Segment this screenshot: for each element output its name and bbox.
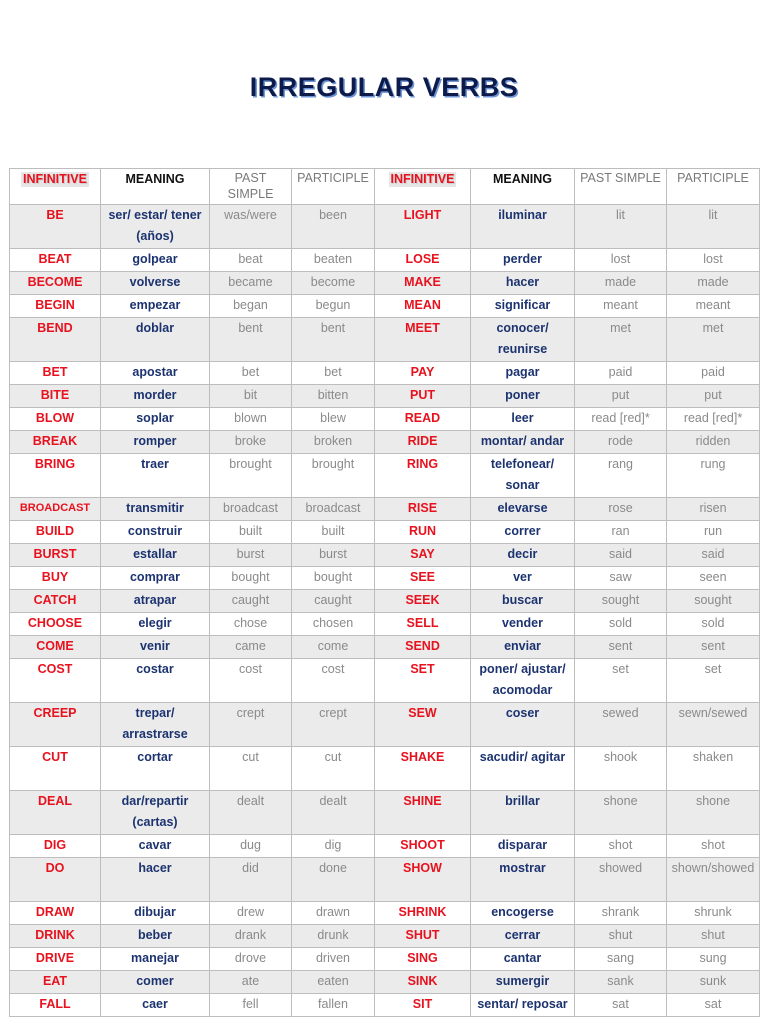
- meaning-cell: coser: [471, 703, 575, 747]
- infinitive-cell: SINK: [375, 971, 471, 994]
- participle-cell: brought: [292, 454, 375, 498]
- meaning-cell: dibujar: [101, 902, 210, 925]
- infinitive-cell: PUT: [375, 385, 471, 408]
- infinitive-cell: SHUT: [375, 925, 471, 948]
- infinitive-cell: RUN: [375, 521, 471, 544]
- past-simple-cell: set: [575, 659, 667, 703]
- past-simple-cell: meant: [575, 295, 667, 318]
- meaning-cell: traer: [101, 454, 210, 498]
- infinitive-cell: BRING: [10, 454, 101, 498]
- infinitive-cell: SHRINK: [375, 902, 471, 925]
- infinitive-cell: DO: [10, 858, 101, 902]
- participle-cell: lit: [667, 205, 760, 249]
- meaning-cell: poner/ ajustar/ acomodar: [471, 659, 575, 703]
- past-simple-cell: shut: [575, 925, 667, 948]
- meaning-cell: encogerse: [471, 902, 575, 925]
- meaning-cell: hacer: [101, 858, 210, 902]
- infinitive-cell: LIGHT: [375, 205, 471, 249]
- header-participle: PARTICIPLE: [292, 169, 375, 205]
- participle-cell: sunk: [667, 971, 760, 994]
- participle-cell: seen: [667, 567, 760, 590]
- infinitive-cell: RISE: [375, 498, 471, 521]
- past-simple-cell: sat: [575, 994, 667, 1017]
- irregular-verbs-table: [9, 168, 760, 1017]
- past-simple-cell: was/were: [210, 205, 292, 249]
- table-row: [10, 544, 760, 567]
- past-simple-cell: ate: [210, 971, 292, 994]
- participle-cell: bet: [292, 362, 375, 385]
- past-simple-cell: burst: [210, 544, 292, 567]
- table-row: [10, 703, 760, 747]
- infinitive-cell: COST: [10, 659, 101, 703]
- infinitive-cell: BET: [10, 362, 101, 385]
- past-simple-cell: shot: [575, 835, 667, 858]
- meaning-cell: construir: [101, 521, 210, 544]
- table-row: [10, 925, 760, 948]
- past-simple-cell: put: [575, 385, 667, 408]
- infinitive-cell: SELL: [375, 613, 471, 636]
- infinitive-cell: SHAKE: [375, 747, 471, 791]
- past-simple-cell: cost: [210, 659, 292, 703]
- participle-cell: beaten: [292, 249, 375, 272]
- meaning-cell: buscar: [471, 590, 575, 613]
- participle-cell: lost: [667, 249, 760, 272]
- meaning-cell: romper: [101, 431, 210, 454]
- past-simple-cell: bet: [210, 362, 292, 385]
- meaning-cell: elevarse: [471, 498, 575, 521]
- meaning-cell: soplar: [101, 408, 210, 431]
- infinitive-cell: DEAL: [10, 791, 101, 835]
- participle-cell: sewn/sewed: [667, 703, 760, 747]
- meaning-cell: beber: [101, 925, 210, 948]
- infinitive-cell: SET: [375, 659, 471, 703]
- participle-cell: begun: [292, 295, 375, 318]
- infinitive-cell: LOSE: [375, 249, 471, 272]
- past-simple-cell: showed: [575, 858, 667, 902]
- table-row: [10, 431, 760, 454]
- header-meaning: MEANING: [492, 172, 553, 186]
- infinitive-cell: DRAW: [10, 902, 101, 925]
- table-row: [10, 408, 760, 431]
- participle-cell: shut: [667, 925, 760, 948]
- past-simple-cell: shook: [575, 747, 667, 791]
- participle-cell: put: [667, 385, 760, 408]
- infinitive-cell: BUILD: [10, 521, 101, 544]
- infinitive-cell: BE: [10, 205, 101, 249]
- table-row: [10, 858, 760, 902]
- table-row: [10, 948, 760, 971]
- participle-cell: set: [667, 659, 760, 703]
- meaning-cell: conocer/ reunirse: [471, 318, 575, 362]
- past-simple-cell: lit: [575, 205, 667, 249]
- infinitive-cell: SHOW: [375, 858, 471, 902]
- meaning-cell: iluminar: [471, 205, 575, 249]
- table-header-row: [10, 169, 760, 205]
- infinitive-cell: RING: [375, 454, 471, 498]
- participle-cell: sung: [667, 948, 760, 971]
- infinitive-cell: SEND: [375, 636, 471, 659]
- past-simple-cell: came: [210, 636, 292, 659]
- table-row: [10, 362, 760, 385]
- infinitive-cell: DIG: [10, 835, 101, 858]
- infinitive-cell: DRINK: [10, 925, 101, 948]
- table-row: [10, 791, 760, 835]
- infinitive-cell: CATCH: [10, 590, 101, 613]
- past-simple-cell: rode: [575, 431, 667, 454]
- past-simple-cell: drew: [210, 902, 292, 925]
- infinitive-cell: MEAN: [375, 295, 471, 318]
- meaning-cell: transmitir: [101, 498, 210, 521]
- past-simple-cell: dug: [210, 835, 292, 858]
- participle-cell: rung: [667, 454, 760, 498]
- participle-cell: met: [667, 318, 760, 362]
- participle-cell: built: [292, 521, 375, 544]
- meaning-cell: manejar: [101, 948, 210, 971]
- participle-cell: bitten: [292, 385, 375, 408]
- infinitive-cell: SAY: [375, 544, 471, 567]
- participle-cell: read [red]*: [667, 408, 760, 431]
- infinitive-cell: CREEP: [10, 703, 101, 747]
- header-past-simple: PAST SIMPLE: [210, 169, 292, 205]
- infinitive-cell: SEW: [375, 703, 471, 747]
- meaning-cell: volverse: [101, 272, 210, 295]
- participle-cell: shone: [667, 791, 760, 835]
- header-past-simple: PAST SIMPLE: [575, 169, 667, 205]
- meaning-cell: sacudir/ agitar: [471, 747, 575, 791]
- header-participle: PARTICIPLE: [667, 169, 760, 205]
- meaning-cell: morder: [101, 385, 210, 408]
- infinitive-cell: PAY: [375, 362, 471, 385]
- meaning-cell: atrapar: [101, 590, 210, 613]
- meaning-cell: telefonear/ sonar: [471, 454, 575, 498]
- header-cell: [471, 169, 575, 205]
- infinitive-cell: BUY: [10, 567, 101, 590]
- infinitive-cell: SEE: [375, 567, 471, 590]
- participle-cell: sold: [667, 613, 760, 636]
- meaning-cell: sumergir: [471, 971, 575, 994]
- infinitive-cell: MEET: [375, 318, 471, 362]
- past-simple-cell: rang: [575, 454, 667, 498]
- past-simple-cell: broke: [210, 431, 292, 454]
- table-row: [10, 454, 760, 498]
- infinitive-cell: BECOME: [10, 272, 101, 295]
- past-simple-cell: sent: [575, 636, 667, 659]
- meaning-cell: mostrar: [471, 858, 575, 902]
- meaning-cell: cantar: [471, 948, 575, 971]
- header-infinitive: INFINITIVE: [390, 172, 455, 186]
- infinitive-cell: RIDE: [375, 431, 471, 454]
- participle-cell: dig: [292, 835, 375, 858]
- meaning-cell: montar/ andar: [471, 431, 575, 454]
- past-simple-cell: drank: [210, 925, 292, 948]
- past-simple-cell: did: [210, 858, 292, 902]
- meaning-cell: empezar: [101, 295, 210, 318]
- infinitive-cell: EAT: [10, 971, 101, 994]
- page-title: IRREGULAR VERBS: [249, 72, 519, 102]
- past-simple-cell: met: [575, 318, 667, 362]
- meaning-cell: correr: [471, 521, 575, 544]
- past-simple-cell: made: [575, 272, 667, 295]
- infinitive-cell: READ: [375, 408, 471, 431]
- participle-cell: done: [292, 858, 375, 902]
- meaning-cell: ver: [471, 567, 575, 590]
- participle-cell: cost: [292, 659, 375, 703]
- table-row: [10, 902, 760, 925]
- meaning-cell: costar: [101, 659, 210, 703]
- participle-cell: shot: [667, 835, 760, 858]
- participle-cell: shaken: [667, 747, 760, 791]
- header-meaning: MEANING: [125, 172, 185, 186]
- infinitive-cell: MAKE: [375, 272, 471, 295]
- past-simple-cell: bit: [210, 385, 292, 408]
- infinitive-cell: BITE: [10, 385, 101, 408]
- meaning-cell: leer: [471, 408, 575, 431]
- infinitive-cell: SEEK: [375, 590, 471, 613]
- participle-cell: blew: [292, 408, 375, 431]
- table-row: [10, 272, 760, 295]
- past-simple-cell: dealt: [210, 791, 292, 835]
- participle-cell: driven: [292, 948, 375, 971]
- participle-cell: come: [292, 636, 375, 659]
- participle-cell: broadcast: [292, 498, 375, 521]
- participle-cell: meant: [667, 295, 760, 318]
- participle-cell: cut: [292, 747, 375, 791]
- past-simple-cell: broadcast: [210, 498, 292, 521]
- meaning-cell: caer: [101, 994, 210, 1017]
- meaning-cell: dar/repartir (cartas): [101, 791, 210, 835]
- meaning-cell: venir: [101, 636, 210, 659]
- meaning-cell: estallar: [101, 544, 210, 567]
- table-row: [10, 521, 760, 544]
- table-row: [10, 971, 760, 994]
- past-simple-cell: beat: [210, 249, 292, 272]
- past-simple-cell: ran: [575, 521, 667, 544]
- participle-cell: risen: [667, 498, 760, 521]
- past-simple-cell: crept: [210, 703, 292, 747]
- infinitive-cell: SING: [375, 948, 471, 971]
- infinitive-cell: BEAT: [10, 249, 101, 272]
- table-row: [10, 747, 760, 791]
- meaning-cell: golpear: [101, 249, 210, 272]
- past-simple-cell: shrank: [575, 902, 667, 925]
- past-simple-cell: became: [210, 272, 292, 295]
- participle-cell: ridden: [667, 431, 760, 454]
- header-cell: [10, 169, 101, 205]
- past-simple-cell: paid: [575, 362, 667, 385]
- participle-cell: drawn: [292, 902, 375, 925]
- participle-cell: sought: [667, 590, 760, 613]
- past-simple-cell: fell: [210, 994, 292, 1017]
- header-cell: [375, 169, 471, 205]
- participle-cell: said: [667, 544, 760, 567]
- table-row: [10, 385, 760, 408]
- header-cell: [101, 169, 210, 205]
- infinitive-cell: BLOW: [10, 408, 101, 431]
- meaning-cell: ser/ estar/ tener (años): [101, 205, 210, 249]
- participle-cell: bought: [292, 567, 375, 590]
- meaning-cell: cerrar: [471, 925, 575, 948]
- past-simple-cell: chose: [210, 613, 292, 636]
- past-simple-cell: shone: [575, 791, 667, 835]
- infinitive-cell: BEND: [10, 318, 101, 362]
- meaning-cell: significar: [471, 295, 575, 318]
- infinitive-cell: CUT: [10, 747, 101, 791]
- infinitive-cell: SHINE: [375, 791, 471, 835]
- infinitive-cell: SHOOT: [375, 835, 471, 858]
- meaning-cell: pagar: [471, 362, 575, 385]
- table-row: [10, 994, 760, 1017]
- meaning-cell: sentar/ reposar: [471, 994, 575, 1017]
- past-simple-cell: began: [210, 295, 292, 318]
- participle-cell: chosen: [292, 613, 375, 636]
- participle-cell: shown/showed: [667, 858, 760, 902]
- meaning-cell: vender: [471, 613, 575, 636]
- past-simple-cell: sang: [575, 948, 667, 971]
- infinitive-cell: SIT: [375, 994, 471, 1017]
- meaning-cell: cortar: [101, 747, 210, 791]
- participle-cell: fallen: [292, 994, 375, 1017]
- infinitive-cell: BREAK: [10, 431, 101, 454]
- past-simple-cell: bent: [210, 318, 292, 362]
- past-simple-cell: sewed: [575, 703, 667, 747]
- past-simple-cell: said: [575, 544, 667, 567]
- past-simple-cell: cut: [210, 747, 292, 791]
- table-row: [10, 590, 760, 613]
- table-row: [10, 498, 760, 521]
- participle-cell: eaten: [292, 971, 375, 994]
- participle-cell: burst: [292, 544, 375, 567]
- header-infinitive: INFINITIVE: [23, 172, 87, 186]
- meaning-cell: disparar: [471, 835, 575, 858]
- participle-cell: caught: [292, 590, 375, 613]
- past-simple-cell: sank: [575, 971, 667, 994]
- participle-cell: been: [292, 205, 375, 249]
- past-simple-cell: saw: [575, 567, 667, 590]
- table-row: [10, 835, 760, 858]
- table-row: [10, 295, 760, 318]
- table-row: [10, 205, 760, 249]
- meaning-cell: comer: [101, 971, 210, 994]
- participle-cell: shrunk: [667, 902, 760, 925]
- past-simple-cell: sought: [575, 590, 667, 613]
- infinitive-cell: DRIVE: [10, 948, 101, 971]
- meaning-cell: brillar: [471, 791, 575, 835]
- past-simple-cell: brought: [210, 454, 292, 498]
- participle-cell: sat: [667, 994, 760, 1017]
- past-simple-cell: caught: [210, 590, 292, 613]
- participle-cell: bent: [292, 318, 375, 362]
- past-simple-cell: read [red]*: [575, 408, 667, 431]
- infinitive-cell: BURST: [10, 544, 101, 567]
- participle-cell: crept: [292, 703, 375, 747]
- meaning-cell: trepar/ arrastrarse: [101, 703, 210, 747]
- past-simple-cell: bought: [210, 567, 292, 590]
- participle-cell: broken: [292, 431, 375, 454]
- table-row: [10, 249, 760, 272]
- participle-cell: sent: [667, 636, 760, 659]
- participle-cell: dealt: [292, 791, 375, 835]
- table-row: [10, 636, 760, 659]
- table-row: [10, 613, 760, 636]
- table-row: [10, 318, 760, 362]
- participle-cell: become: [292, 272, 375, 295]
- meaning-cell: enviar: [471, 636, 575, 659]
- meaning-cell: poner: [471, 385, 575, 408]
- table-row: [10, 567, 760, 590]
- meaning-cell: hacer: [471, 272, 575, 295]
- meaning-cell: elegir: [101, 613, 210, 636]
- meaning-cell: decir: [471, 544, 575, 567]
- infinitive-cell: CHOOSE: [10, 613, 101, 636]
- past-simple-cell: drove: [210, 948, 292, 971]
- infinitive-cell: FALL: [10, 994, 101, 1017]
- table-row: [10, 659, 760, 703]
- past-simple-cell: blown: [210, 408, 292, 431]
- participle-cell: run: [667, 521, 760, 544]
- participle-cell: made: [667, 272, 760, 295]
- participle-cell: paid: [667, 362, 760, 385]
- infinitive-cell: BROADCAST: [10, 498, 101, 521]
- meaning-cell: apostar: [101, 362, 210, 385]
- past-simple-cell: rose: [575, 498, 667, 521]
- meaning-cell: cavar: [101, 835, 210, 858]
- meaning-cell: comprar: [101, 567, 210, 590]
- past-simple-cell: built: [210, 521, 292, 544]
- past-simple-cell: sold: [575, 613, 667, 636]
- past-simple-cell: lost: [575, 249, 667, 272]
- infinitive-cell: BEGIN: [10, 295, 101, 318]
- meaning-cell: doblar: [101, 318, 210, 362]
- meaning-cell: perder: [471, 249, 575, 272]
- participle-cell: drunk: [292, 925, 375, 948]
- infinitive-cell: COME: [10, 636, 101, 659]
